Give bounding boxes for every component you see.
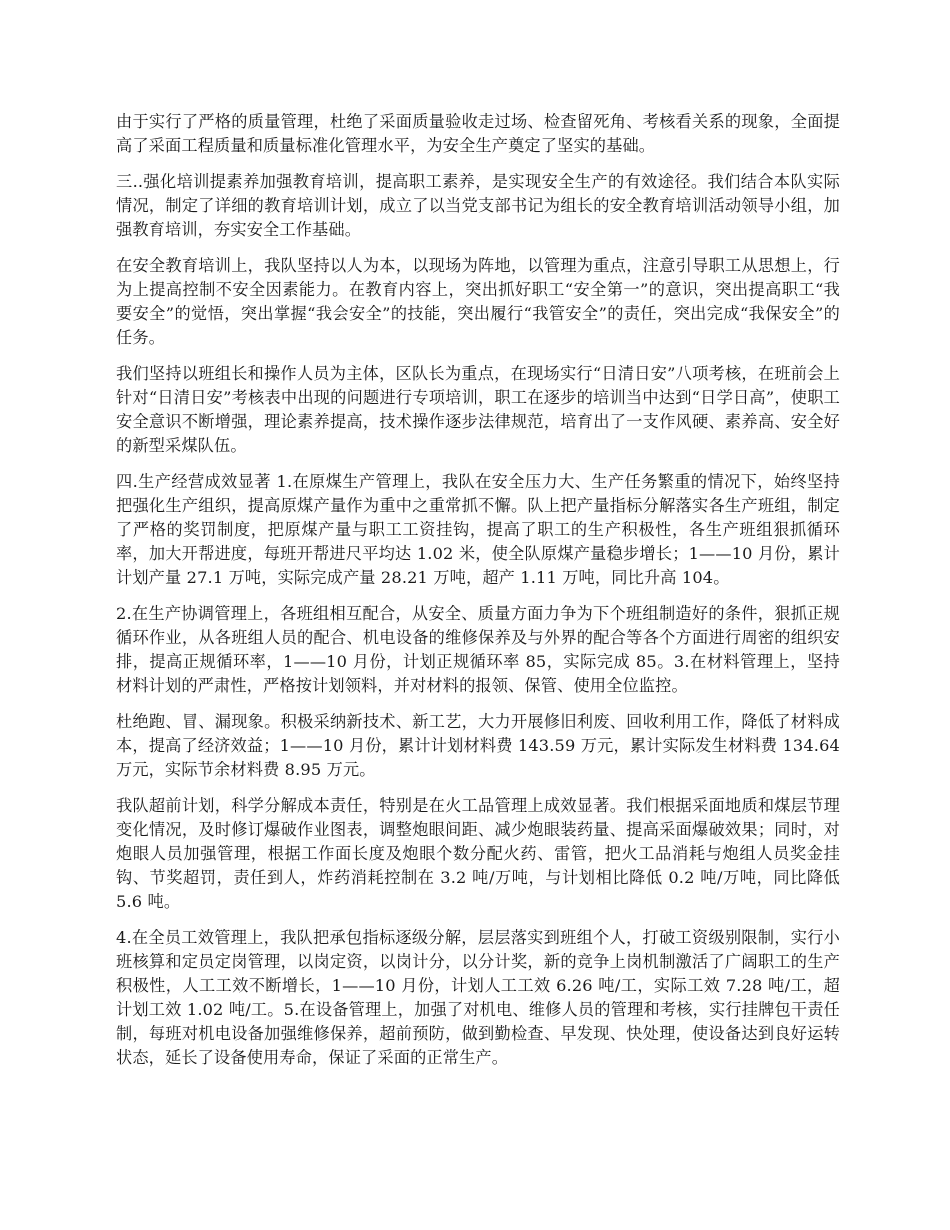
paragraph-material-savings: 杜绝跑、冒、漏现象。积极采纳新技术、新工艺，大力开展修旧利废、回收利用工作，降低了材料成本，提高了经济效益；1——10 月份，累计计划材料费 143.59 万元，累计实际发生材料费 134.64 万元，实际节余材料费 8.95 万元。	[116, 712, 840, 779]
paragraph-explosives-management: 我队超前计划，科学分解成本责任，特别是在火工品管理上成效显著。我们根据采面地质和煤层节理变化情况，及时修订爆破作业图表，调整炮眼间距、减少炮眼装药量、提高采面爆破效果；同时，对炮眼人员加强管理，根据工作面长度及炮眼个数分配火药、雷管，把火工品消耗与炮组人员奖金挂钩、节奖超罚，责任到人，炸药消耗控制在 3.2 吨/万吨，与计划相比降低 0.2 吨/万吨，同比降低 5.6 吨。	[116, 796, 840, 911]
paragraph-daily-assessment: 我们坚持以班组长和操作人员为主体，区队长为重点，在现场实行“日清日安”八项考核，在班前会上针对“日清日安”考核表中出现的问题进行专项培训，职工在逐步的培训当中达到“日学日高”，使职工安全意识不断增强，理论素养提高，技术操作逐步法律规范，培育出了一支作风硬、素养高、安全好的新型采煤队伍。	[116, 364, 840, 455]
paragraph-coordination-materials: 2.在生产协调管理上，各班组相互配合，从安全、质量方面力争为下个班组制造好的条件，狠抓正规循环作业，从各班组人员的配合、机电设备的维修保养及与外界的配合等各个方面进行周密的组织安排，提高正规循环率，1——10 月份，计划正规循环率 85，实际完成 85。3.在材料管理上，坚持材料计划的严肃性，严格按计划领料，并对材料的报领、保管、使用全位监控。	[116, 604, 840, 695]
paragraph-safety-education: 在安全教育培训上，我队坚持以人为本，以现场为阵地，以管理为重点，注意引导职工从思想上，行为上提高控制不安全因素能力。在教育内容上，突出抓好职工“安全第一”的意识，突出提高职工“我要安全”的觉悟，突出掌握“我会安全”的技能，突出履行“我管安全”的责任，突出完成“我保安全”的任务。	[116, 256, 840, 347]
paragraph-efficiency-equipment: 4.在全员工效管理上，我队把承包指标逐级分解，层层落实到班组个人，打破工资级别限制，实行小班核算和定员定岗管理，以岗定资，以岗计分，以分计奖，新的竞争上岗机制激活了广阔职工的生产积极性，人工工效不断增长，1——10 月份，计划人工工效 6.26 吨/工，实际工效 7.28 吨/工，超计划工效 1.02 吨/工。5.在设备管理上，加强了对机电、维修人员的管理和考核，实行挂牌包干责任制，每班对机电设备加强维修保养，超前预防，做到勤检查、早发现、快处理，使设备达到良好运转状态，延长了设备使用寿命，保证了采面的正常生产。	[116, 928, 840, 1067]
paragraph-quality-management: 由于实行了严格的质量管理，杜绝了采面质量验收走过场、检查留死角、考核看关系的现象，全面提高了采面工程质量和质量标准化管理水平，为安全生产奠定了坚实的基础。	[116, 112, 840, 155]
document-body	[116, 110, 840, 1082]
paragraph-training: 三..强化培训提素养加强教育培训，提高职工素养，是实现安全生产的有效途径。我们结合本队实际情况，制定了详细的教育培训计划，成立了以当党支部书记为组长的安全教育培训活动领导小组，加强教育培训，夯实安全工作基础。	[116, 172, 840, 239]
paragraph-production-results: 四.生产经营成效显著 1.在原煤生产管理上，我队在安全压力大、生产任务繁重的情况下，始终坚持把强化生产组织，提高原煤产量作为重中之重常抓不懈。队上把产量指标分解落实各生产班组，制定了严格的奖罚制度，把原煤产量与职工工资挂钩，提高了职工的生产积极性，各生产班组狠抓循环率，加大开帮进度，每班开帮进尺平均达 1.02 米，使全队原煤产量稳步增长；1——10 月份，累计计划产量 27.1 万吨，实际完成产量 28.21 万吨，超产 1.11 万吨，同比升高 104。	[116, 472, 840, 587]
